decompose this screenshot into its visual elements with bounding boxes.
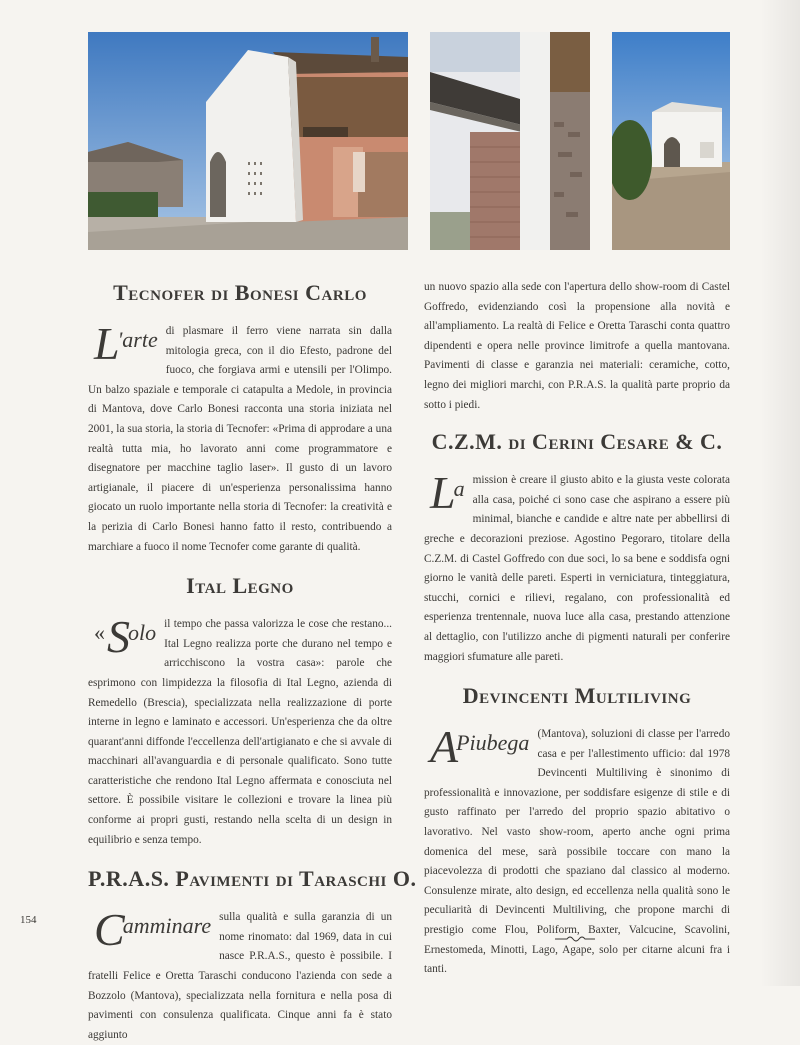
section-title-czm: C.Z.M. di Cerini Cesare & C. [431,429,723,455]
section-title-pras: P.R.A.S. Pavimenti di Taraschi O. [88,866,417,892]
left-column [88,270,417,1045]
dropcap-devincenti: APiubega [430,721,530,773]
dropcap-tecnofer: L'arte [94,318,158,369]
paragraph-devincenti: APiubega (Mantova), soluzioni di classe per l'arredo casa e per l'allestimento ufficio: dal 1978 Devincenti Multiliving è sinonimo di professionalità e innovazione, per soddisfare esigenze di stile e di gusto raffinato per l'arredo del proprio spazio abitativo o lavorativo. Nel vasto show-room, aperto anche ogni prima domenica del mese, sarà possibile toccare con mano la piacevolezza di prodotti che spaziano dal classico al moderno. Consulenze mirate, alto design, ed eccellenza nella qualità sono le peculiarità di Devincenti Multiliving, che propone marchi di prestigio come Flou, Poliform, Baxter, Valcucine, Scavolini, Ernestomeda, Minotti, Lago, Agape, solo per citarne alcuni fra i tanti. [424,721,730,976]
photo-house-arch [88,32,408,250]
paragraph-pras-left: Camminare sulla qualità e sulla garanzia di un nome rinomato: dal 1969, data in cui nasce P.R.A.S., questo è possibile. I fratelli Felice e Oretta Taraschi conducono l'azienda con sede a Bozzolo (Mantova), specializzata nella fornitura e nella posa di pavimenti con consulenza qualificata. Cinque anni fa è stato aggiunto [88,904,392,1041]
section-title-devincenti: Devincenti Multiliving [462,683,692,709]
paragraph-tecnofer: L'arte di plasmare il ferro viene narrata sin dalla mitologia greca, con il dio Efesto, padrone del fuoco, che forgiava armi e utensili per l'Olimpo. Un balzo spaziale e temporale ci catapulta a Medole, in provincia di Mantova, dove Carlo Bonesi racconta una storia iniziata nel 2001, la sua storia, la storia di Tecnofer: «Prima di approdare a una realtà tutta mia, ho lavorato anni come programmatore e disegnatore per macchine taglio laser». Il gusto di un lavoro artigianale, il piacere di un'esperienza personalissima hanno giocato un ruolo importante nella storia di Tecnofer: la creatività e la perizia di Carlo Bonesi hanno fatto il resto, contribuendo a marchiare a fuoco il nome Tecnofer come garante di qualità. [88,318,392,553]
dropcap-pras: Camminare [94,904,212,956]
paragraph-czm: La mission è creare il giusto abito e la giusta veste colorata alla casa, poiché ci sono case che aspirano a essere più minimal, bianche e candide e altre nate per abbellirsi di greche e decorazioni preziose. Agostino Pegoraro, titolare della C.Z.M. di Castel Goffredo con due soci, lo sa bene e soddisfa ogni giorno le vanità delle pareti. Esperti in verniciatura, tinteggiatura, stucchi, cornici e rilievi, regalano, con professionalità ed esperienza trentennale, nuova luce alla casa, prestando attenzione al dettaglio, con l'utilizzo anche di pigmenti naturali per conferire maggiori sfumature alle pareti. [424,467,730,663]
paragraph-pras-right: un nuovo spazio alla sede con l'apertura dello show-room di Castel Goffredo, evidenziando così la propensione alla novità e all'ampliamento. La realtà di Felice e Oretta Taraschi conta quattro dipendenti e opera nelle province limitrofe a quella mantovana. Pavimenti di classe e garanzia nei materiali: ceramiche, cotto, legno dei migliori marchi, con P.R.A.S. la qualità parte proprio da sotto i piedi. [424,281,730,411]
photo-white-building [612,32,730,250]
right-column [424,278,730,980]
dropcap-ital-legno: «Solo [94,611,157,663]
page-edge-shadow [760,0,800,986]
paragraph-ital-legno: «Solo il tempo che passa valorizza le cose che restano... Ital Legno realizza porte che durano nel tempo e arricchiscono la vostra casa»: parole che esprimono con limpidezza la filosofia di Ital Legno, azienda di Remedello (Brescia), specializzata nella realizzazione di porte interne in legno e laminato e accessori. Un'esperienza che da oltre quarant'anni diffonde l'eccellenza dell'artigianato e che si avvale di macchinari all'avanguardia e di personale qualificato. Sono tutte caratteristiche che rendono Ital Legno affermata e conosciuta nel settore. È possibile visitare le collezioni e trovare la linea più conforme ai propri gusti, restando nella scelta di un design in equilibrio e senza tempo. [88,611,392,846]
page-number: 154 [20,914,37,926]
dropcap-czm: La [430,467,465,519]
ornament-divider [555,934,595,944]
section-title-ital-legno: Ital Legno [186,573,294,599]
photo-portico [430,32,590,250]
section-title-tecnofer: Tecnofer di Bonesi Carlo [113,280,367,305]
